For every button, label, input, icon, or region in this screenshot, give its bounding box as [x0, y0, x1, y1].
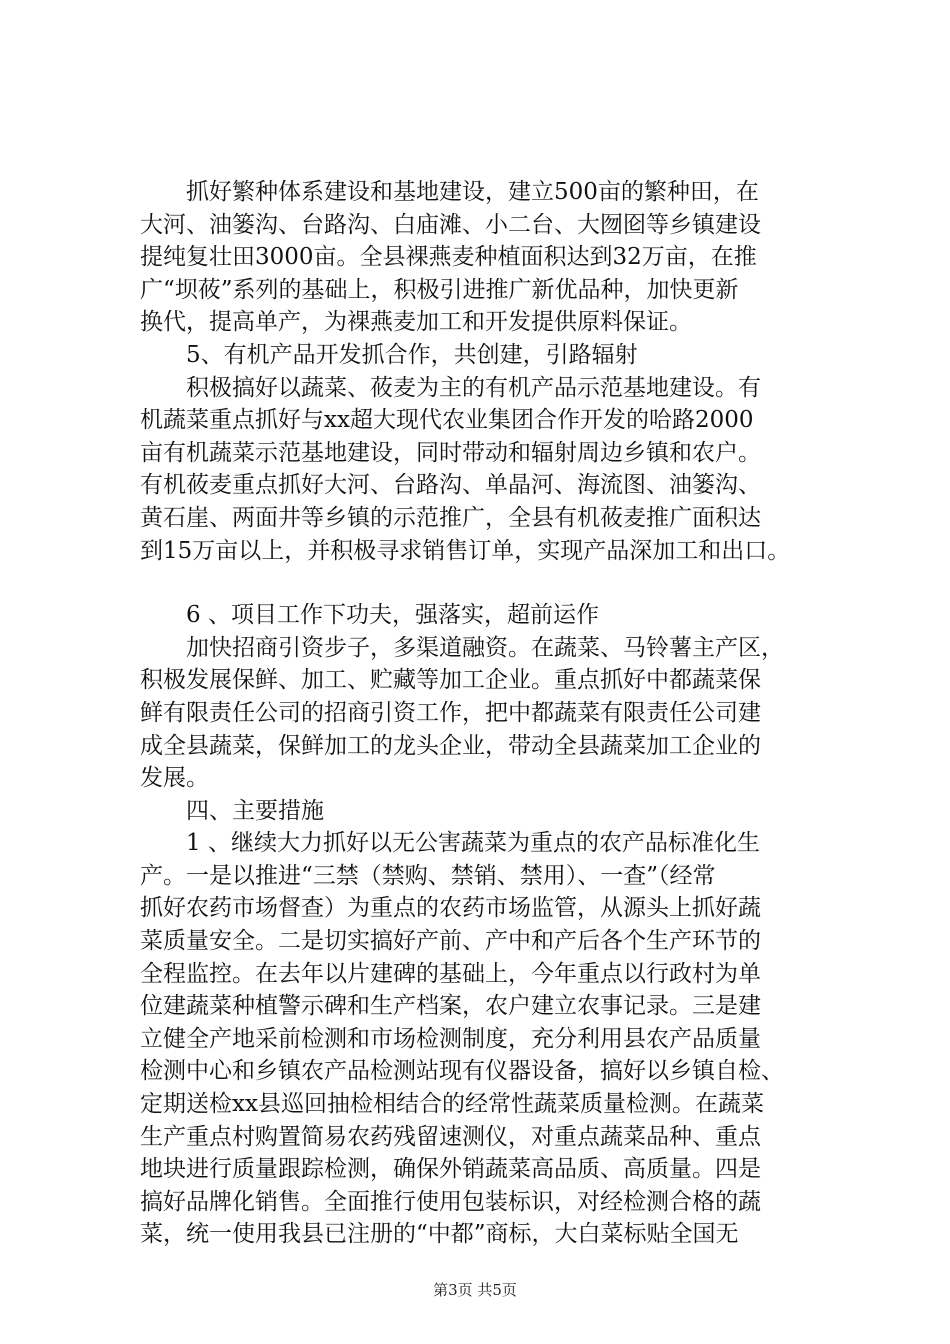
paragraph-investment — [140, 632, 865, 795]
text-line: 检测中心和乡镇农产品检测站现有仪器设备，搞好以乡镇自检、 — [140, 1058, 784, 1085]
text-line: 发展。 — [140, 765, 209, 792]
text-line: 地块进行质量跟踪检测，确保外销蔬菜高品质、高质量。四是 — [140, 1156, 761, 1183]
text-line: 抓好繁种体系建设和基地建设，建立500亩的繁种田，在 — [186, 179, 759, 205]
text-line: 积极搞好以蔬菜、莜麦为主的有机产品示范基地建设。有 — [186, 374, 761, 401]
text-line: 菜质量安全。二是切实搞好产前、产中和产后各个生产环节的 — [140, 928, 761, 955]
paragraph-seed-breeding — [140, 176, 865, 339]
text-line: 加快招商引资步子，多渠道融资。在蔬菜、马铃薯主产区， — [186, 634, 784, 661]
section-heading-6: 6 、项目工作下功夫，强落实，超前运作 — [186, 602, 599, 629]
text-line: 位建蔬菜种植警示碑和生产档案，农户建立农事记录。三是建 — [140, 993, 761, 1020]
section-heading-measures: 四、主要措施 — [186, 797, 324, 824]
text-line: 有机莜麦重点抓好大河、台路沟、单晶河、海流图、油篓沟、 — [140, 472, 761, 499]
paragraph-spacer — [140, 567, 865, 599]
text-line: 生产重点村购置简易农药残留速测仪，对重点蔬菜品种、重点 — [140, 1123, 761, 1150]
text-line: 1 、继续大力抓好以无公害蔬菜为重点的农产品标准化生 — [186, 830, 760, 857]
text-line: 搞好品牌化销售。全面推行使用包装标识，对经检测合格的蔬 — [140, 1188, 761, 1215]
text-line: 积极发展保鲜、加工、贮藏等加工企业。重点抓好中都蔬菜保 — [140, 667, 761, 694]
document-body — [140, 176, 865, 1251]
text-line: 抓好农药市场督查）为重点的农药市场监管，从源头上抓好蔬 — [140, 895, 761, 922]
paragraph-standardization — [140, 827, 865, 1251]
text-line: 换代，提高单产，为裸燕麦加工和开发提供原料保证。 — [140, 309, 692, 336]
text-line: 菜，统一使用我县已注册的“中都”商标，大白菜标贴全国无 — [140, 1221, 739, 1248]
page-footer — [0, 1280, 950, 1300]
text-line: 定期送检xx县巡回抽检相结合的经常性蔬菜质量检测。在蔬菜 — [140, 1091, 764, 1118]
paragraph-organic-products — [140, 372, 865, 568]
text-line: 成全县蔬菜，保鲜加工的龙头企业，带动全县蔬菜加工企业的 — [140, 732, 761, 759]
text-line: 产。一是以推进“三禁（禁购、禁销、禁用）、一查”（经常 — [140, 862, 716, 889]
text-line: 提纯复壮田3000亩。全县裸燕麦种植面积达到32万亩，在推 — [140, 244, 757, 271]
text-line: 广“坝莜”系列的基础上，积极引进推广新优品种，加快更新 — [140, 276, 739, 303]
text-line: 全程监控。在去年以片建碑的基础上，今年重点以行政村为单 — [140, 960, 761, 987]
text-line: 到15万亩以上，并积极寻求销售订单，实现产品深加工和出口。 — [140, 537, 791, 564]
page-number: 第3页 共5页 — [433, 1281, 517, 1299]
text-line: 黄石崖、两面井等乡镇的示范推广，全县有机莜麦推广面积达 — [140, 504, 761, 531]
section-heading-5: 5、有机产品开发抓合作，共创建，引路辐射 — [186, 341, 638, 368]
text-line: 大河、油篓沟、台路沟、白庙滩、小二台、大囫囵等乡镇建设 — [140, 211, 761, 238]
text-line: 亩有机蔬菜示范基地建设，同时带动和辐射周边乡镇和农户。 — [140, 439, 761, 466]
text-line: 立健全产地采前检测和市场检测制度，充分利用县农产品质量 — [140, 1025, 761, 1052]
text-line: 鲜有限责任公司的招商引资工作，把中都蔬菜有限责任公司建 — [140, 699, 761, 726]
text-line: 机蔬菜重点抓好与xx超大现代农业集团合作开发的哈路2000 — [140, 407, 754, 434]
